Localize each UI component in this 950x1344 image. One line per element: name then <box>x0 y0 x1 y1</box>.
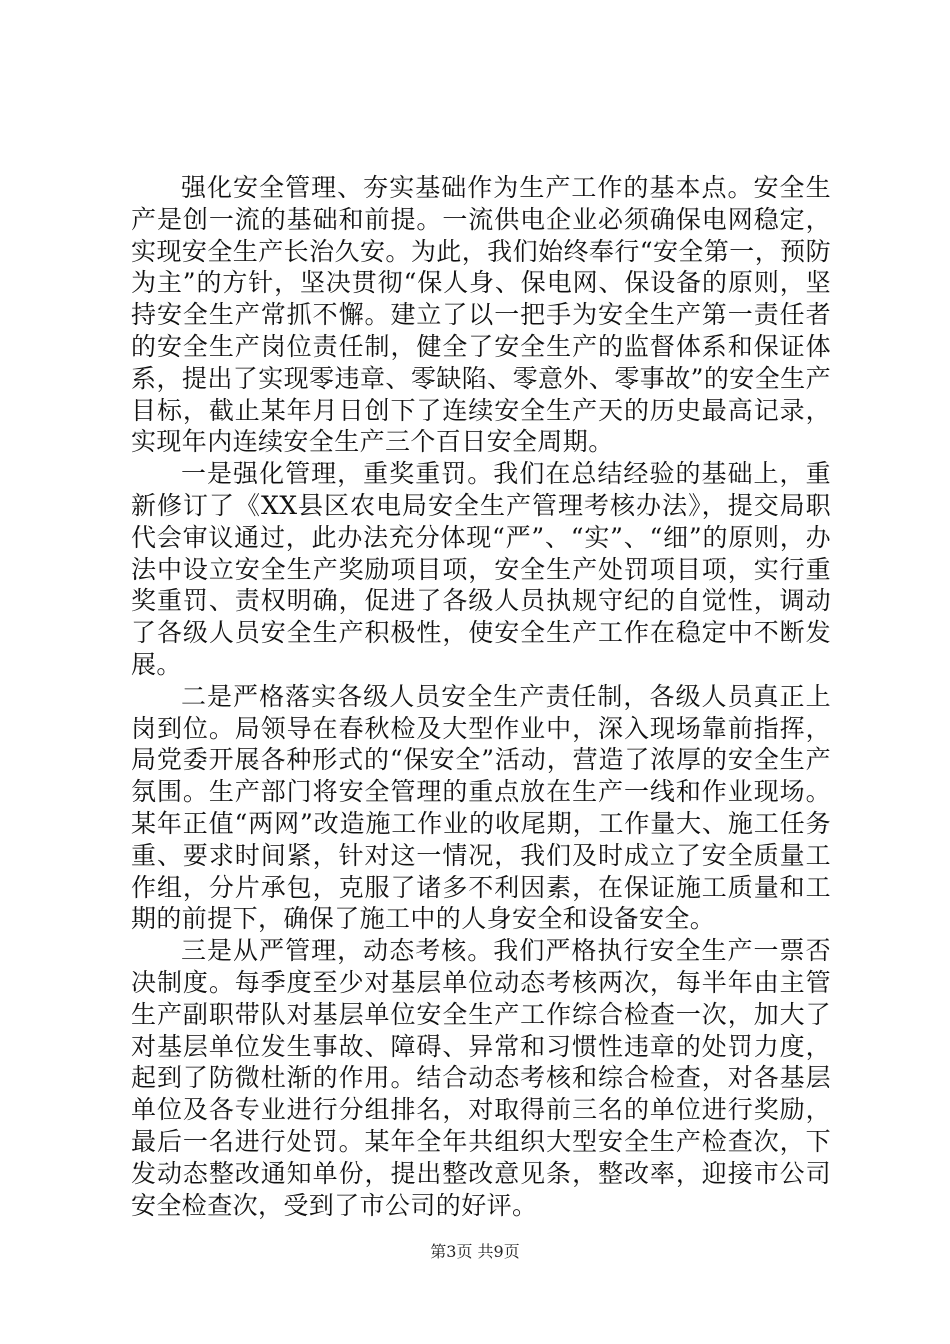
paragraph-3: 二是严格落实各级人员安全生产责任制，各级人员真正上岗到位。局领导在春秋检及大型作业中，深入现场靠前指挥，局党委开展各种形式的“保安全”活动，营造了浓厚的安全生产氛围。生产部门将安全管理的重点放在生产一线和作业现场。某年正值“两网”改造施工作业的收尾期，工作量大、施工任务重、要求时间紧，针对这一情况，我们及时成立了安全质量工作组，分片承包，克服了诸多不利因素，在保证施工质量和工期的前提下，确保了施工中的人身安全和设备安全。 <box>131 681 831 934</box>
document-body <box>131 172 831 1221</box>
paragraph-4: 三是从严管理，动态考核。我们严格执行安全生产一票否决制度。每季度至少对基层单位动态考核两次，每半年由主管生产副职带队对基层单位安全生产工作综合检查一次，加大了对基层单位发生事故、障碍、异常和习惯性违章的处罚力度，起到了防微杜渐的作用。结合动态考核和综合检查，对各基层单位及各专业进行分组排名，对取得前三名的单位进行奖励，最后一名进行处罚。某年全年共组织大型安全生产检查次，下发动态整改通知单份，提出整改意见条，整改率，迎接市公司安全检查次，受到了市公司的好评。 <box>131 936 831 1220</box>
paragraph-2: 一是强化管理，重奖重罚。我们在总结经验的基础上，重新修订了《XX县区农电局安全生产管理考核办法》，提交局职代会审议通过，此办法充分体现“严”、“实”、“细”的原则，办法中设立安全生产奖励项目项，安全生产处罚项目项，实行重奖重罚、责权明确，促进了各级人员执规守纪的自觉性，调动了各级人员安全生产积极性，使安全生产工作在稳定中不断发展。 <box>131 459 831 679</box>
page-number-footer: 第3页 共9页 <box>430 1242 520 1261</box>
paragraph-1: 强化安全管理、夯实基础作为生产工作的基本点。安全生产是创一流的基础和前提。一流供电企业必须确保电网稳定，实现安全生产长治久安。为此，我们始终奉行“安全第一，预防为主”的方针，坚决贯彻“保人身、保电网、保设备的原则，坚持安全生产常抓不懈。建立了以一把手为安全生产第一责任者的安全生产岗位责任制，健全了安全生产的监督体系和保证体系，提出了实现零违章、零缺陷、零意外、零事故”的安全生产目标，截止某年月日创下了连续安全生产天的历史最高记录，实现年内连续安全生产三个百日安全周期。 <box>131 173 831 457</box>
